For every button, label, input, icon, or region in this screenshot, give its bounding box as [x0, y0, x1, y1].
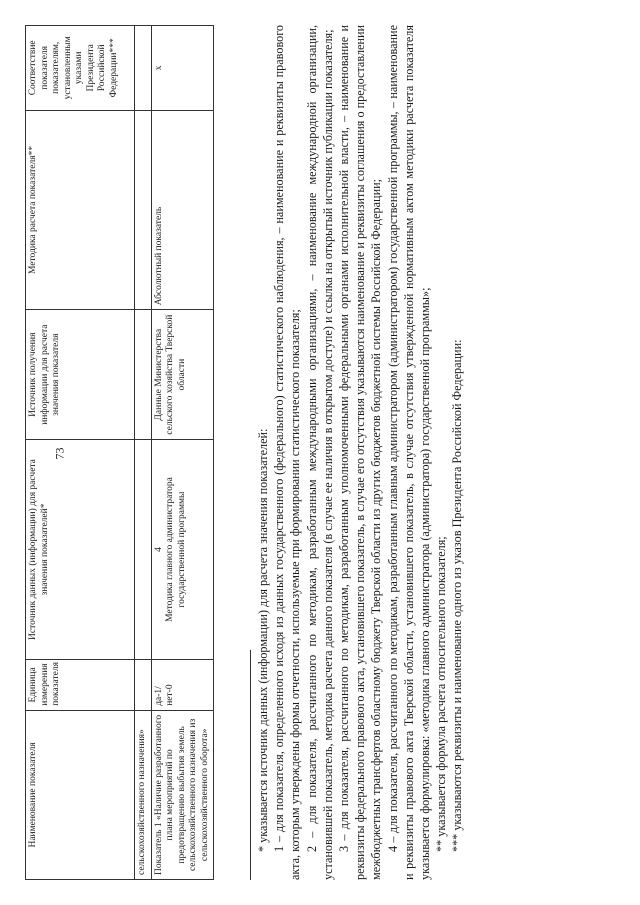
calc-method-cell: Абсолютный показатель [151, 110, 214, 310]
footnote-triple-star: *** указываются реквизиты и наименование одного из указов Президента Российской Федерации: [450, 339, 465, 852]
data-source-text: Методика главного администратора государственной программы [165, 477, 187, 622]
header-presidential-decrees: Соответствие показателя показателям, установленным указами Президента Российской Федерации*** [26, 26, 135, 111]
footnotes [250, 25, 466, 880]
header-unit: Единица измерения показателя [26, 660, 135, 711]
header-info-origin: Источник получения информации для расчета значения показателя [26, 310, 135, 440]
decree-match-cell: х [151, 26, 214, 111]
data-source-cell [151, 440, 214, 660]
info-origin-cell: Данные Министерства сельского хозяйства Тверской области [151, 310, 214, 440]
table-header-row [26, 26, 135, 880]
table-section-row [135, 26, 152, 880]
header-calc-method: Методика расчета показателя** [26, 110, 135, 310]
rotated-page-content [25, 25, 625, 880]
table-row [151, 26, 214, 880]
footnote-item-2: 2 – для показателя, рассчитанного по методикам, разработанным международными организациями, – наименование международной организации, установившей показатель, методика расчета данного показателя (в случае ее наличия в открытом доступе) и ссылка на открытый источник публикации показателя; [304, 25, 335, 880]
indicators-table [25, 25, 214, 880]
section-cell: сельскохозяйственного назначения» [135, 710, 152, 879]
page-number: 73 [52, 447, 67, 460]
footnote-item-3: 3 – для показателя, рассчитанного по методикам, разработанным уполномоченными федеральными органами исполнительной власти, – наименование и реквизиты федерального правового акта, установившего показатель, в случае его отсутствия указываются наименование и реквизиты соглашения о предоставлении межбюджетных трансфертов областному бюджету Тверской области из других бюджетов бюджетной системы Российской Федерации; [337, 25, 384, 880]
footnote-divider [250, 650, 251, 880]
data-source-number: 4 [153, 547, 164, 552]
header-indicator-name: Наименование показателя [26, 710, 135, 879]
unit-cell: да-1/ нет-0 [151, 660, 214, 711]
header-data-source: Источник данных (информации) для расчета значения показателей* [26, 440, 135, 660]
footnote-item-4: 4 – для показателя, рассчитанного по методикам, разработанным главным администратором (администратором) государственной программы, – наименование и реквизиты правового акта Тверской области, установившего показатель, в случае отсутствия утвержденной нормативным актом методики расчета показателя указывается формулировка: «методика главного администратора (администратора) государственной программы»; [385, 25, 433, 880]
footnote-item-1: 1 – для показателя, определенного исходя из данных государственного (федерального) статистического наблюдения, – наименование и реквизиты правового акта, которым утверждены формы отчетности, используемые при формировании статистического показателя; [272, 25, 303, 880]
footnote-double-star: ** указывается формула расчета относительного показателя; [434, 536, 449, 852]
footnote-intro: * указывается источник данных (информации) для расчета значения показателей: [256, 428, 270, 852]
indicator-name-cell: Показатель 1 «Наличие разработанного плана мероприятий по предотвращению выбытия земель сельскохозяйственного назначения из сельскохозяйственного оборота» [151, 710, 214, 879]
